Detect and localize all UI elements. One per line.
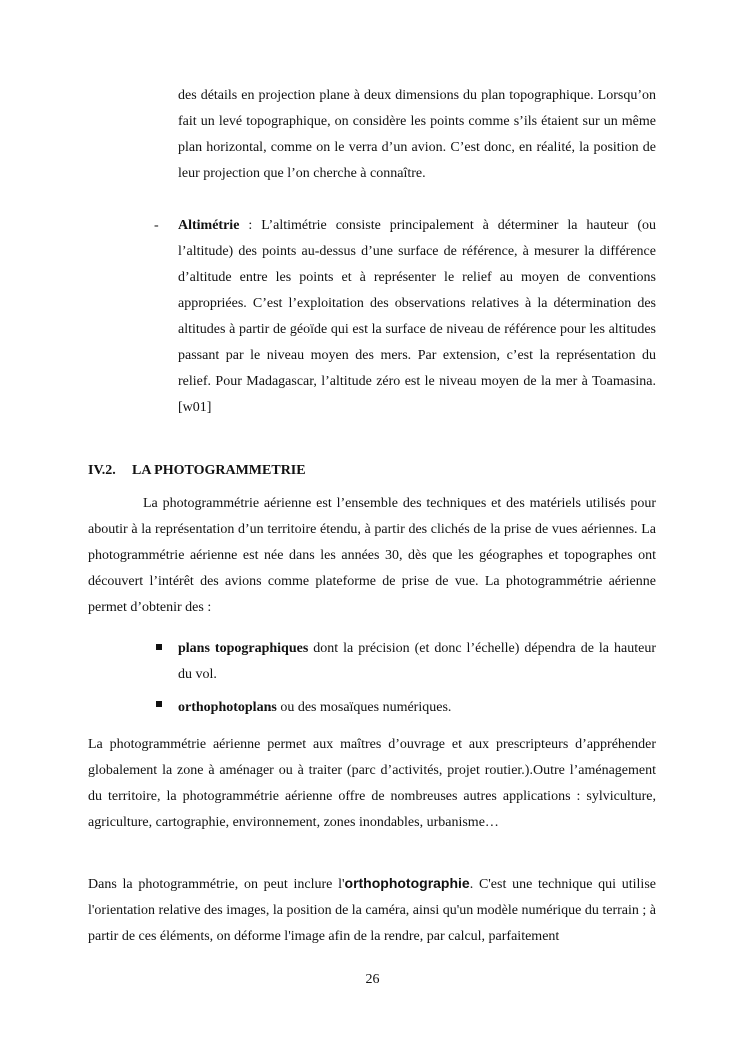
bullet-item-plans [178, 636, 656, 688]
section-title: LA PHOTOGRAMMETRIE [132, 463, 306, 478]
altimetrie-term: Altimétrie [178, 218, 240, 233]
bullet-text: ou des mosaïques numériques. [276, 700, 452, 715]
bullet-term: plans topographiques [178, 641, 309, 656]
paragraph-orthophotographie: Dans la photogrammétrie, on peut inclure l'orthophotographie. C'est une technique qui utilise l'orientation relative des images, la position de la caméra, ainsi qu'un modèle numérique du terrain ; à partir de ces éléments, on déforme l'image afin de la rendre, par calcul, parfaitement [88, 875, 656, 944]
orthophotographie-term: orthophotographie [344, 875, 470, 891]
altimetrie-item [178, 213, 656, 421]
paragraph-photogrammetrie-intro: La photogrammétrie aérienne est l’ensemble des techniques et des matériels utilisés pour aboutir à la représentation d’un territoire étendu, à partir des clichés de la prise de vues aériennes. La photogrammétrie aérienne est née dans les années 30, dès que les géographes et topographes ont découvert l’intérêt des avions comme plateforme de prise de vue. La photogrammétrie aérienne permet d’obtenir des : [88, 496, 656, 615]
bullet-item-orthophotoplans [178, 695, 656, 721]
square-bullet-icon [156, 644, 162, 650]
square-bullet-icon [156, 701, 162, 707]
bullet-text: dont la précision (et donc l’échelle) dépendra de la hauteur du vol. [178, 641, 656, 682]
paragraph-applications: La photogrammétrie aérienne permet aux maîtres d’ouvrage et aux prescripteurs d’appréhender globalement la zone à aménager ou à traiter (parc d’activités, projet routier.).Outre l’aménagement du territoire, la photogrammétrie aérienne offre de nombreuses autres applications : sylviculture, agriculture, cartographie, environnement, zones inondables, urbanisme… [88, 737, 656, 830]
section-number: IV.2. [88, 463, 116, 478]
bullet-term: orthophotoplans [178, 700, 277, 715]
dash-bullet: - [154, 218, 159, 233]
intro-paragraph: des détails en projection plane à deux dimensions du plan topographique. Lorsqu’on fait un levé topographique, on considère les points comme s’ils étaient sur un même plan horizontal, comme on le verra d’un avion. C’est donc, en réalité, la position de leur projection que l’on cherche à connaître. [178, 88, 656, 181]
altimetrie-text: : L’altimétrie consiste principalement à déterminer la hauteur (ou l’altitude) des points au-dessus d’une surface de référence, à mesurer la différence d’altitude entre les points et à représenter le relief au moyen de conventions appropriées. C’est l’exploitation des observations relatives à la détermination des altitudes à partir de géoïde qui est la surface de niveau de référence pour les altitudes passant par le niveau moyen des mers. Par extension, c’est la représentation du relief. Pour Madagascar, l’altitude zéro est le niveau moyen de la mer à Toamasina. [w01] [178, 218, 656, 415]
section-heading [88, 461, 306, 481]
page-number: 26 [365, 972, 380, 987]
